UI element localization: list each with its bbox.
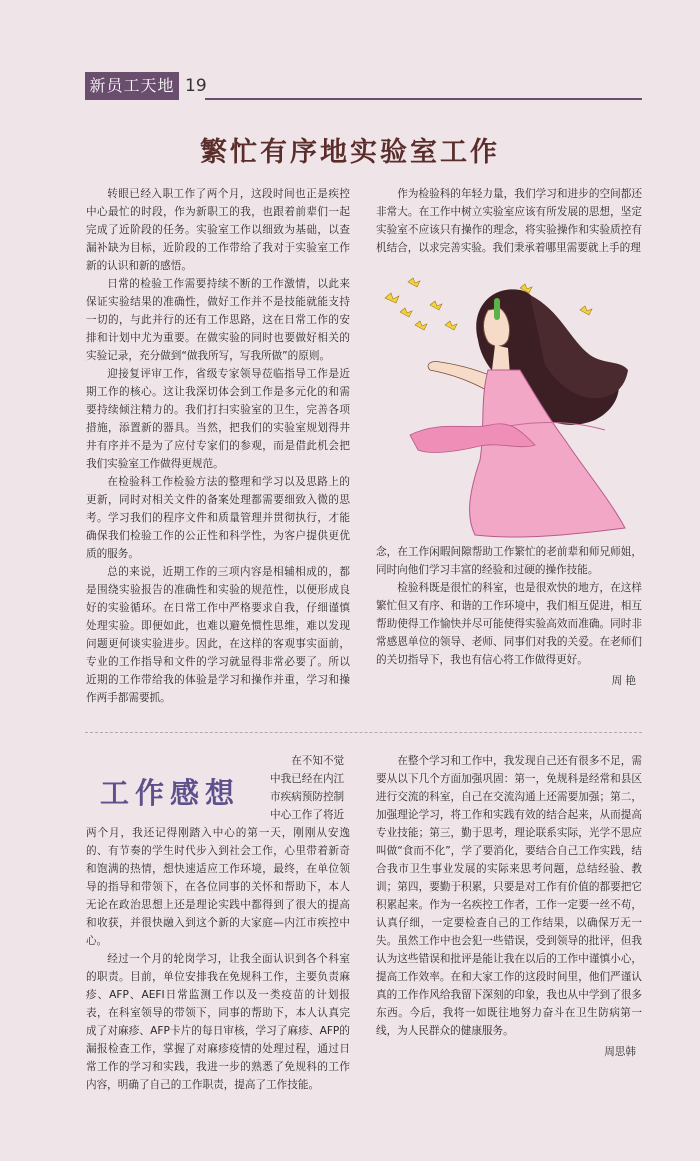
article2-left-column bbox=[86, 824, 350, 1094]
article-title: 繁忙有序地实验室工作 bbox=[200, 137, 500, 168]
section-tag: 新员工天地 bbox=[85, 72, 179, 100]
article2-right-column bbox=[376, 752, 642, 1061]
header-rule bbox=[205, 98, 642, 100]
article1-right-bottom bbox=[376, 543, 642, 690]
paragraph: 转眼已经入职工作了两个月，这段时间也正是疾控中心最忙的时段，作为新职工的我，也跟着前辈们一起完成了近阶段的任务。实验室工作以细致为基础，以查漏补缺为目标，近阶段的工作带给了我对于实验室工作新的认识和新的感悟。 bbox=[86, 188, 350, 272]
author-name: 周 艳 bbox=[611, 675, 636, 687]
paragraph: 日常的检验工作需要持续不断的工作激情，以此来保证实验结果的准确性，做好工作并不是技能就能支持一切的，与此并行的还有工作思路，这在日常工作的安排和计划中尤为重要。在做实验的同时也要做好相关的实验记录，充分做到“做我所写，写我所做”的原则。 bbox=[86, 278, 350, 362]
paragraph: 经过一个月的轮岗学习，让我全面认识到各个科室的职责。目前，单位安排我在免规科工作，主要负责麻疹、AFP、AEFI日常监测工作以及一类疫苗的计划报表，在科室领导的带领下，同事的帮助下，本人认真完成了对麻疹、AFP卡片的每日审核，学习了麻疹、AFP的漏报检查工作，掌握了对麻疹疫情的处理过程，通过日常工作的学习和实践，我进一步的熟悉了免规科的工作内容，明确了自己的工作职责，提高了工作技能。 bbox=[86, 953, 350, 1091]
intro-line: 在不知不觉 bbox=[291, 755, 345, 767]
paragraph: 念，在工作闲暇间隙帮助工作繁忙的老前辈和师兄师姐，同时向他们学习丰富的经验和过硬的操作技能。 bbox=[376, 546, 642, 576]
paragraph: 迎接复评审工作，省级专家领导莅临指导工作是近期工作的核心。这让我深切体会到工作是多元化的和需要持续倾注精力的。我们打扫实验室的卫生，完善各项措施，添置新的器具。当然，把我们的实验室规划得井井有序并不是为了应付专家们的参观，而是借此机会把我们实验室工作做得更规范。 bbox=[86, 368, 350, 470]
page-header bbox=[85, 72, 642, 102]
article2-title: 工作感想 bbox=[100, 776, 241, 810]
article1-right-top bbox=[376, 185, 642, 257]
section-divider bbox=[85, 732, 642, 733]
woman-butterflies-illustration bbox=[370, 270, 642, 542]
paragraph: 总的来说，近期工作的三项内容是相辅相成的，都是围绕实验报告的准确性和实验的规范性，以便形成良好的实验循环。在日常工作中严格要求自我，仔细谨慎处理实验。即便如此，也难以避免惯性思维，难以发现问题更何谈实验进步。因此，在这样的客观事实面前，专业的工作指导和文件的学习就显得非常必要了。所以近期的工作带给我的体验是学习和操作并重，学习和操作两手都需要抓。 bbox=[86, 566, 350, 704]
paragraph: 两个月，我还记得刚踏入中心的第一天，刚刚从安逸的、有节奏的学生时代步入到社会工作，心里带着新奇和饱满的热情，想快速适应工作环境，最终，在单位领导的指导和带领下，在各位同事的关怀和帮助下，本人无论在政治思想上还是理论实践中都得到了很大的提高和收获，并很快融入到这个新的大家庭—内江市疾控中心。 bbox=[86, 827, 350, 947]
article2-intro bbox=[270, 752, 354, 824]
paragraph: 在整个学习和工作中，我发现自己还有很多不足，需要从以下几个方面加强巩固：第一，免规科是经常和县区进行交流的科室，自己在交流沟通上还需要加强；第二，加强理论学习，将工作和实践有效的结合起来，从而提高专业技能；第三，勤于思考，理论联系实际，光学不思应叫做“食而不化”，学了要消化，要结合自己工作实践，结合我市卫生事业发展的实际来思考问题，总结经验、教训；第四，要勤于积累，只要是对工作有价值的都要把它积累起来。作为一名疾控工作者，工作一定要一丝不苟，认真仔细，一定要检查自己的工作结果，以确保万无一失。虽然工作中也会犯一些错误，受到领导的批评，但我认为这些错误和批评是能让我在以后的工作中谨慎小心，提高工作效率。在和大家工作的这段时间里，他们严谨认真的工作作风给我留下深刻的印象，我也从中学到了很多东西。今后，我将一如既往地努力奋斗在卫生防病第一线，为人民群众的健康服务。 bbox=[376, 755, 642, 1037]
author-name: 周思韩 bbox=[604, 1046, 636, 1058]
intro-line: 中心工作了将近 bbox=[270, 809, 345, 821]
paragraph: 在检验科工作检验方法的整理和学习以及思路上的更新，同时对相关文件的备案处理都需要细致入微的思考。学习我们的程序文件和质量管理并贯彻执行，才能确保我们检验工作的公正性和科学性，为客户提供更优质的服务。 bbox=[86, 476, 350, 560]
paragraph: 检验科既是很忙的科室，也是很欢快的地方，在这样繁忙但又有序、和谐的工作环境中，我们相互促进，相互帮助使得工作愉快并尽可能使得实验高效而准确。同时非常感恩单位的领导、老师、同事们对我的关爱。在老师们的关切指导下，我也有信心将工作做得更好。 bbox=[376, 582, 642, 666]
article1-left-column bbox=[86, 185, 350, 707]
page-number: 19 bbox=[185, 76, 207, 96]
paragraph: 作为检验科的年轻力量，我们学习和进步的空间都还非常大。在工作中树立实验室应该有所发展的思想，坚定实验室不应该只有操作的理念，将实验操作和实验质控有机结合，以求完善实验。我们秉承着哪里需要就上手的理 bbox=[376, 188, 642, 254]
intro-line: 中我已经在内江 bbox=[270, 773, 345, 785]
intro-line: 市疾病预防控制 bbox=[270, 791, 345, 803]
